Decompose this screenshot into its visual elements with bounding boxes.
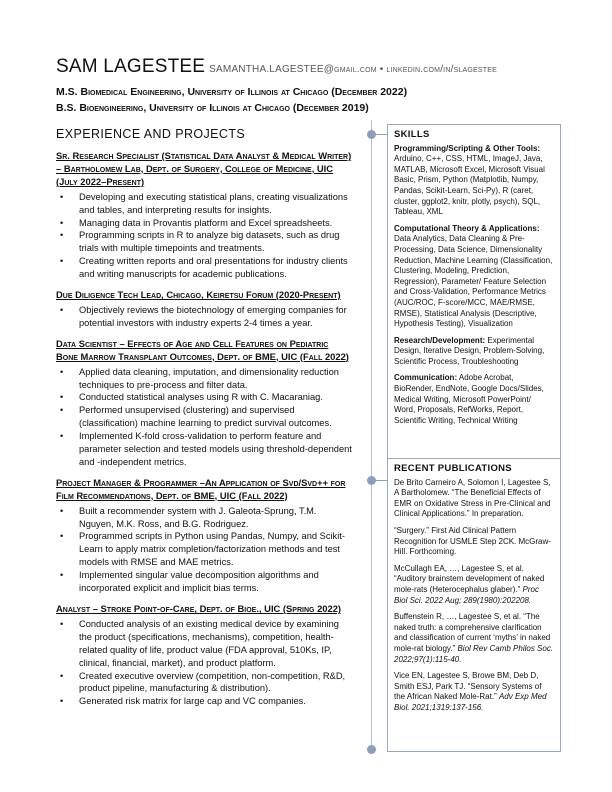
skill-group — [394, 336, 554, 368]
contact-info: SAMANTHA.LAGESTEE@gmail.com • linkedin.com/in/slagestee — [209, 64, 497, 75]
degree-ms: M.S. Biomedical Engineering, University of Illinois at Chicago (December 2022) — [56, 86, 408, 98]
publication-text: De Brito Carneiro A, Solomon I, Lagestee S, A Bartholomew. “The Beneficial Effects of EMR on Oxidative Stress in Pre-Clinical and Clinical Applications.” In preparation. — [394, 477, 551, 519]
job-entry — [56, 338, 352, 469]
skill-group-head: Research/Development: — [394, 335, 486, 345]
job-bullet: • Implemented K-fold cross-validation to perform feature and parameter selection and tested models using threshold-dependent and -independent metrics. — [56, 430, 352, 469]
publications-title: RECENT PUBLICATIONS — [394, 463, 512, 474]
publication-item — [394, 612, 554, 665]
publication-text: “Surgery.” First Aid Clinical Pattern Recognition for USMLE Step 2CK. McGraw-Hill. Forthcoming. — [394, 525, 551, 557]
education-list — [56, 84, 407, 116]
skills-connector — [371, 134, 387, 135]
skill-group-text: Experimental Design, Iterative Design, Problem-Solving, Scientific Process, Troubleshooting — [394, 335, 545, 366]
publications-connector — [371, 480, 387, 481]
skill-group-text: Arduino, C++, CSS, HTML, ImageJ, Java, MATLAB, Microsoft Excel, Microsoft Visual Basic, Prism, Python (Matplotlib, Numpy, Pandas, Scikit-Learn, Sci-Py), R (caret, cluster, ggplot2, knitr, plotly, psych), SQL, Tableau, XML — [394, 154, 545, 217]
job-bullet: • Creating written reports and oral presentations for industry clients and writing manuscripts for academic publications. — [56, 255, 352, 281]
job-bullet: • Programming scripts in R to analyze big datasets, such as drug trials with multiple timepoints and treatments. — [56, 229, 352, 255]
job-bullet: • Created executive overview (competition, non-competition, R&D, product pipeline, manufacturing & distribution). — [56, 670, 352, 696]
job-bullets — [56, 191, 352, 281]
publication-text: Vice EN, Lagestee S, Browe BM, Deb D, Smith ESJ, Park TJ. “Sensory Systems of the African Naked Mole-Rat.” — [394, 671, 542, 702]
timeline-line — [371, 120, 372, 747]
experience-section-title: EXPERIENCE AND PROJECTS — [56, 127, 246, 141]
publication-item — [394, 526, 554, 558]
job-bullet: • Built a recommender system with J. Galeota-Sprung, T.M. Nguyen, M.K. Ross, and B.G. Rodriguez. — [56, 505, 352, 531]
job-bullets — [56, 366, 352, 469]
candidate-name: SAM LAGESTEE — [56, 56, 206, 77]
publication-item — [394, 564, 554, 606]
skills-box — [387, 124, 561, 459]
job-bullet: • Developing and executing statistical plans, creating visualizations and tables, and interpreting results for insights. — [56, 191, 352, 217]
publication-item — [394, 478, 554, 520]
job-title: Analyst – Stroke Point-of-Care, Dept. of Bioe., UIC (Spring 2022) — [56, 603, 342, 614]
skill-group-text: Data Analytics, Data Cleaning & Pre-Processing, Data Science, Dimensionality Reduction, Machine Learning (Classification, Clustering, Modeling, Prediction, Regression), Parameter/ Feature Selection and Cross-Validation, Performance Metrics (AUC/ROC, F-score/MCC, MAE/RMSE, RMSE), Statistical Analysis (Descriptive, Hypothesis Testing), Visualization — [394, 234, 553, 329]
job-title: Sr. Research Specialist (Statistical Data Analyst & Medical Writer) – Bartholomew Lab, Dept. of Surgery, College of Medicine, UIC (July 2022–Present) — [56, 150, 352, 187]
publication-text: McCullagh EA, …, Lagestee S, et al. “Auditory brainstem development of naked mole-rats (Heterocephalus glaber).” — [394, 563, 545, 594]
publication-journal: Biol Rev Camb Philos Soc. 2022;97(1):115-40. — [394, 643, 554, 664]
job-bullet: • Conducted statistical analyses using R with C. Macaraniag. — [56, 391, 352, 404]
job-bullet: • Objectively reviews the biotechnology of emerging companies for potential investors with industry experts 2-4 times a year. — [56, 304, 352, 330]
job-bullet: • Implemented singular value decomposition algorithms and incorporated explicit and implicit bias terms. — [56, 569, 352, 595]
skill-group-head: Programming/Scripting & Other Tools: — [394, 143, 541, 153]
job-bullet: • Programmed scripts in Python using Pandas, Numpy, and Scikit-Learn to apply matrix completion/factorization methods and test models with RMSE and MAE metrics. — [56, 530, 352, 569]
publication-journal: Proc Biol Sci. 2022 Aug; 289(1980):202208. — [394, 584, 539, 605]
degree-bs: B.S. Bioengineering, University of Illinois at Chicago (December 2019) — [56, 102, 369, 114]
publications-box — [387, 458, 561, 752]
experience-list — [56, 150, 352, 716]
timeline-end-dot — [367, 745, 376, 754]
skill-group — [394, 373, 554, 426]
job-bullets — [56, 304, 352, 330]
job-bullet: • Managing data in Provantis platform and Excel spreadsheets. — [56, 217, 352, 230]
skills-title: SKILLS — [394, 129, 430, 140]
job-bullet: • Generated risk matrix for large cap and VC companies. — [56, 695, 352, 708]
skill-group-text: Adobe Acrobat, BioRender, EndNote, Google Docs/Slides, Medical Writing, Microsoft PowerPoint/ Word, Proposals, RefWorks, Report, Scientific Writing, Technical Writing — [394, 373, 544, 425]
skill-group — [394, 144, 554, 218]
job-entry — [56, 289, 352, 330]
publication-item — [394, 671, 554, 713]
skill-group-head: Communication: — [394, 373, 458, 383]
skill-group-head: Computational Theory & Applications: — [394, 223, 540, 233]
job-entry — [56, 477, 352, 595]
job-bullets — [56, 618, 352, 708]
job-bullet: • Conducted analysis of an existing medical device by examining the product (specifications, mechanisms), competition, health-related quality of life, product value (FDA approval, 510Ks, IP, clinical, financial, market), and product platform. — [56, 618, 352, 670]
skill-group — [394, 224, 554, 330]
job-title: Project Manager & Programmer –An Application of Svd/Svd++ for Film Recommendations, Dept. of BME, UIC (Fall 2022) — [56, 476, 346, 501]
job-bullet: • Performed unsupervised (clustering) and supervised (classification) machine learning to predict survival outcomes. — [56, 404, 352, 430]
job-bullet: • Applied data cleaning, imputation, and dimensionality reduction techniques to pre-process and filter data. — [56, 366, 352, 392]
publication-text: Buffenstein R, …, Lagestee S, et al. “The naked truth: a comprehensive clarification and classification of current ‘myths’ in naked mole-rat biology.” — [394, 612, 551, 653]
job-title: Data Scientist – Effects of Age and Cell Features on Pediatric Bone Marrow Transplant Outcomes, Dept. of BME, UIC (Fall 2022) — [56, 337, 349, 362]
publication-journal: Adv Exp Med Biol. 2021;1319:137-156. — [394, 692, 547, 712]
job-title: Due Diligence Tech Lead, Chicago, Keiretsu Forum (2020-Present) — [56, 289, 341, 301]
job-entry — [56, 603, 352, 708]
job-entry — [56, 150, 352, 281]
resume-header — [56, 56, 497, 78]
job-bullets — [56, 505, 352, 595]
